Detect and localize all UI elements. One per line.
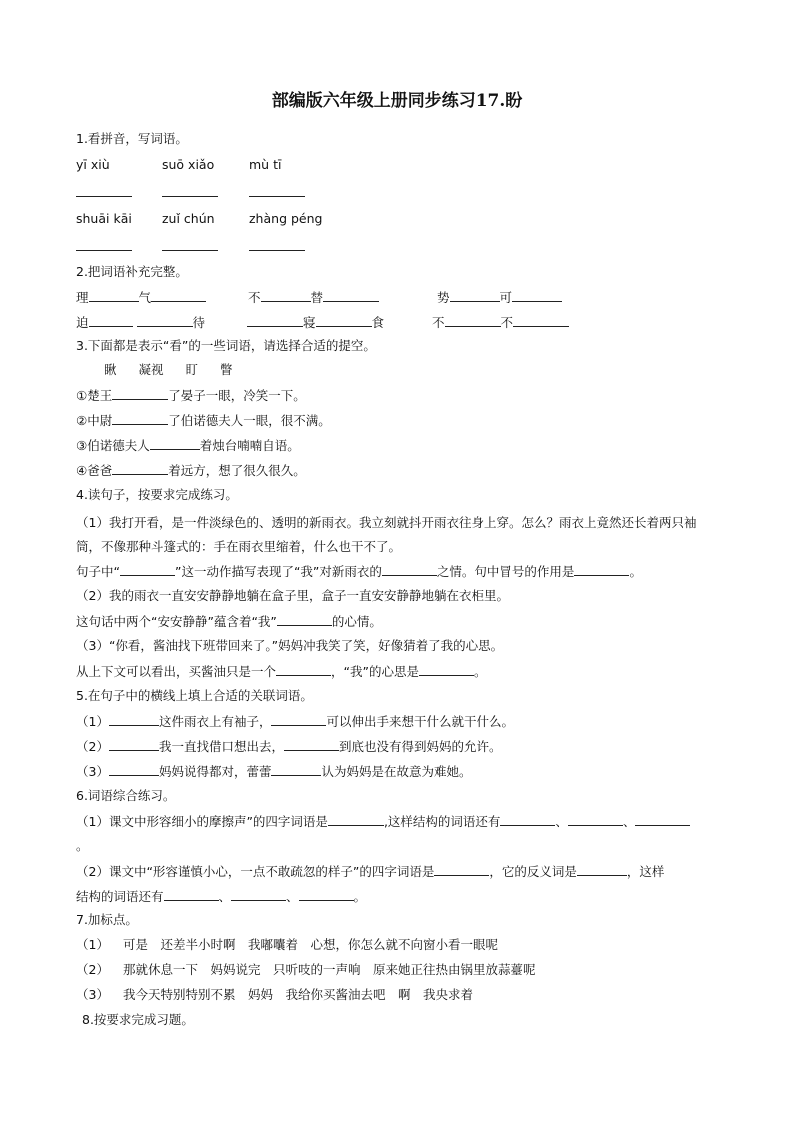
q2-blank[interactable] [450, 289, 500, 302]
q6-blank[interactable] [635, 813, 690, 826]
q6-blank[interactable] [231, 888, 286, 901]
q7-text: 可是 还差半小时啊 我嘟囔着 心想，你怎么就不向窗小看一眼呢 [122, 937, 498, 952]
page-title: 部编版六年级上册同步练习17.盼 [271, 91, 523, 111]
q6-text: ，它的反义词是 [489, 864, 577, 879]
q2-blank[interactable] [512, 289, 562, 302]
q3-item-text: ④爸爸 [76, 463, 113, 478]
q5-blank[interactable] [271, 713, 326, 726]
q5-text: 我一直找借口想出去， [158, 739, 284, 754]
q4-text: 的心情。 [331, 614, 382, 629]
q6-item-1 [76, 813, 690, 830]
q2-char: 不 [431, 315, 445, 330]
q3-item-text: ③伯诺德夫人 [76, 438, 150, 453]
q4-text: ”这一动作描写表现了“我”对新雨衣的 [174, 564, 382, 579]
q3-item-1 [76, 387, 306, 404]
q4-text: 这句话中两个“安安静静”蕴含着“我” [76, 614, 277, 629]
q2-row-1 [76, 289, 562, 306]
q2-heading: 2.把词语补充完整。 [76, 264, 188, 279]
q7-text: 我今天特别特别不累 妈妈 我给你买酱油去吧 啊 我央求着 [122, 987, 473, 1002]
q4-question-3 [76, 663, 486, 680]
q3-item-text: 了伯诺德夫人一眼，很不满。 [168, 413, 331, 428]
q5-text: 这件雨衣上有袖子， [158, 714, 272, 729]
q3-item-2 [76, 412, 331, 429]
q3-item-text: 了晏子一眼，冷笑一下。 [168, 388, 306, 403]
q1-pinyin-3: mù tī [249, 157, 282, 172]
q1-pinyin-6: zhàng péng [249, 211, 323, 226]
q2-char: 替 [310, 290, 324, 305]
q6-text: 、 [286, 889, 299, 904]
q3-word: 盯 [185, 362, 199, 377]
q2-char: 不 [248, 290, 261, 305]
q4-passage-1: （1）我打开看，是一件淡绿色的、透明的新雨衣。我立刻就抖开雨衣往身上穿。怎么？雨衣上竟然还长着两只袖筒，不像那种斗篷式的：手在雨衣里缩着，什么也干不了。 [76, 515, 697, 554]
q6-blank[interactable] [299, 888, 354, 901]
q4-text: 句子中“ [76, 564, 120, 579]
q3-heading: 3.下面都是表示“看”的一些词语，请选择合适的提空。 [76, 338, 376, 353]
q3-blank[interactable] [112, 462, 168, 475]
q6-text: （1）课文中形容细小的摩擦声”的四字词语是 [76, 814, 328, 829]
q2-blank[interactable] [247, 314, 303, 327]
q2-char: 可 [499, 290, 513, 305]
q2-blank[interactable] [316, 314, 372, 327]
q2-char: 气 [138, 290, 152, 305]
q6-text: 、 [555, 814, 568, 829]
q6-text: （2）课文中“形容谨慎小心，一点不敢疏忽的样子”的四字词语是 [76, 864, 435, 879]
q4-blank[interactable] [120, 563, 175, 576]
q1-blank-3[interactable] [249, 184, 305, 197]
q6-text: 、 [622, 814, 636, 829]
q5-text: 到底也没有得到妈妈的允许。 [338, 739, 502, 754]
q5-blank[interactable] [284, 738, 339, 751]
q2-char: 待 [192, 315, 206, 330]
q4-text: ，“我”的心思是 [331, 664, 419, 679]
q3-item-3 [76, 437, 300, 454]
q5-blank[interactable] [271, 763, 321, 776]
q6-text: ,这样结构的词语还有 [383, 814, 501, 829]
q2-char: 寝 [302, 315, 316, 330]
q7-item-2 [76, 962, 535, 978]
q1-blank-5[interactable] [162, 238, 218, 251]
q5-num: （2） [76, 739, 109, 754]
q6-item-2 [76, 863, 664, 880]
q3-item-text: ①楚王 [76, 388, 113, 403]
q7-item-1 [76, 937, 498, 953]
q4-text: 。 [629, 564, 642, 579]
q6-blank[interactable] [164, 888, 219, 901]
q3-item-text: 着烛台喃喃自语。 [199, 438, 300, 453]
q3-word: 凝视 [138, 362, 164, 377]
q5-item-3 [76, 763, 471, 780]
q1-blank-4[interactable] [76, 238, 132, 251]
q4-blank[interactable] [277, 613, 332, 626]
q4-question-2 [76, 613, 382, 630]
q2-blank[interactable] [445, 314, 501, 327]
q5-item-1 [76, 713, 514, 730]
q8-heading: 8.按要求完成习题。 [82, 1012, 194, 1027]
q6-text: 、 [218, 889, 232, 904]
q3-blank[interactable] [112, 412, 168, 425]
q4-heading: 4.读句子，按要求完成练习。 [76, 487, 238, 502]
q6-blank[interactable] [577, 863, 627, 876]
q6-text: 。 [353, 889, 367, 904]
q4-blank[interactable] [276, 663, 331, 676]
q4-text: 从上下文可以看出，买酱油只是一个 [76, 664, 277, 679]
q7-heading: 7.加标点。 [76, 912, 138, 927]
q1-pinyin-2: suō xiǎo [162, 157, 215, 172]
q2-blank[interactable] [323, 289, 379, 302]
q2-blank[interactable] [89, 314, 133, 327]
q3-item-4 [76, 462, 306, 479]
q4-blank[interactable] [574, 563, 629, 576]
q6-blank[interactable] [434, 863, 489, 876]
q2-blank[interactable] [513, 314, 569, 327]
q3-word-bank [104, 362, 233, 378]
q7-num: （3） [76, 987, 109, 1002]
q2-char: 势 [437, 290, 450, 305]
q5-blank[interactable] [109, 738, 159, 751]
q1-blank-6[interactable] [249, 238, 305, 251]
q6-item-1-end: 。 [76, 838, 89, 853]
q6-blank[interactable] [500, 813, 555, 826]
q6-heading: 6.词语综合练习。 [76, 788, 176, 803]
q5-blank[interactable] [109, 763, 159, 776]
q1-blank-1[interactable] [76, 184, 132, 197]
q6-item-2b [76, 888, 366, 905]
q4-text: 之情。句中冒号的作用是 [436, 564, 575, 579]
q5-num: （1） [76, 714, 109, 729]
q2-char: 食 [371, 315, 385, 330]
q5-item-2 [76, 738, 501, 755]
q4-passage-2: （2）我的雨衣一直安安静静地躺在盒子里，盒子一直安安静静地躺在衣柜里。 [76, 588, 509, 603]
q4-blank[interactable] [419, 663, 474, 676]
q3-blank[interactable] [112, 387, 168, 400]
q5-blank[interactable] [109, 713, 159, 726]
q2-char: 迫 [76, 315, 89, 330]
q7-item-3 [76, 987, 473, 1003]
q3-item-text: 着远方，想了很久很久。 [168, 463, 306, 478]
q3-blank[interactable] [150, 437, 200, 450]
q2-row-2 [76, 314, 569, 331]
q3-item-text: ②中尉 [76, 413, 113, 428]
q7-num: （2） [76, 962, 109, 977]
q6-blank[interactable] [568, 813, 623, 826]
q1-pinyin-4: shuāi kāi [76, 211, 132, 226]
q1-blank-2[interactable] [162, 184, 218, 197]
q2-blank[interactable] [151, 289, 206, 302]
q6-text: 结构的词语还有 [76, 889, 164, 904]
q2-blank[interactable] [261, 289, 311, 302]
q6-blank[interactable] [328, 813, 384, 826]
q3-word: 瞅 [104, 362, 117, 377]
q4-passage-3: （3）“你看，酱油找下班带回来了。”妈妈冲我笑了笑，好像猜着了我的心思。 [76, 638, 504, 653]
q2-blank[interactable] [137, 314, 193, 327]
q3-word: 瞥 [220, 362, 233, 377]
q7-num: （1） [76, 937, 109, 952]
q4-blank[interactable] [382, 563, 437, 576]
q2-char: 不 [500, 315, 514, 330]
q5-text: 妈妈说得都对，蕾蕾 [158, 764, 272, 779]
q5-text: 可以伸出手来想干什么就干什么。 [326, 714, 514, 729]
q2-char: 理 [76, 290, 89, 305]
q5-num: （3） [76, 764, 109, 779]
q5-heading: 5.在句子中的横线上填上合适的关联词语。 [76, 688, 313, 703]
q1-heading: 1.看拼音，写词语。 [76, 131, 188, 146]
q4-text: 。 [473, 664, 487, 679]
q4-question-1 [76, 563, 642, 580]
q5-text: 认为妈妈是在故意为难她。 [321, 764, 472, 779]
q6-text: ，这样 [626, 864, 665, 879]
q1-pinyin-5: zuǐ chún [162, 211, 215, 226]
q1-pinyin-1: yī xiù [76, 157, 110, 172]
q2-blank[interactable] [89, 289, 139, 302]
q7-text: 那就休息一下 妈妈说完 只听吱的一声响 原来她正往热由锅里放蒜薹呢 [122, 962, 536, 977]
